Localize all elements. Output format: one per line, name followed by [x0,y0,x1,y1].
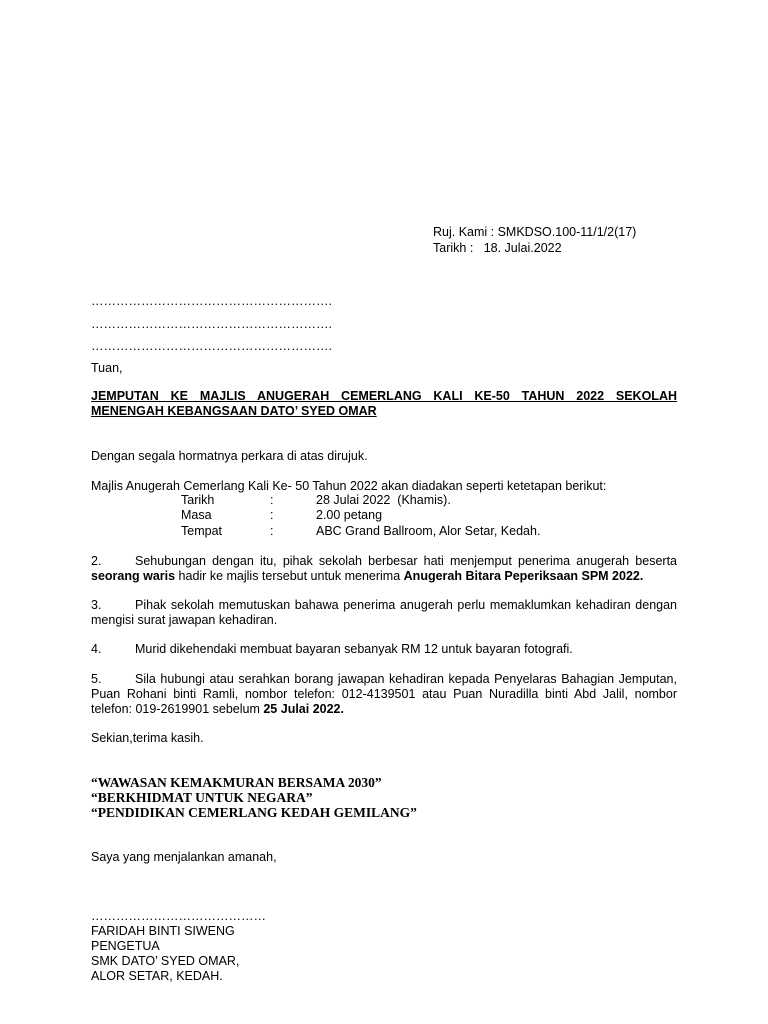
detail-value: 28 Julai 2022 (Khamis). [316,493,451,507]
paragraph-text [135,672,677,687]
address-line: …………………………………………………. [91,317,332,331]
detail-value: ABC Grand Ballroom, Alor Setar, Kedah. [316,524,541,538]
signature-line: …………………………………… [91,909,266,923]
signatory-location: ALOR SETAR, KEDAH. [91,969,223,983]
paragraph-text-part: Sila hubungi atau serahkan borang jawapan kehadiran kepada Penyelaras Bahagian Jemputan, [135,672,677,686]
paragraph-text [135,598,677,613]
paragraph-number: 2. [91,554,102,568]
paragraph-continuation [91,569,643,584]
bold-text: seorang waris [91,569,176,583]
detail-colon: : [270,493,274,507]
address-line: …………………………………………………. [91,294,332,308]
paragraph-number: 3. [91,598,102,612]
detail-label: Masa [181,508,212,522]
reference-number: Ruj. Kami : SMKDSO.100-11/1/2(17) [433,225,637,239]
detail-colon: : [270,524,274,538]
paragraph-number: 4. [91,642,102,656]
paragraph-text [135,554,677,569]
bold-text: 25 Julai 2022. [263,702,344,716]
paragraph-text-part: Pihak sekolah memutuskan bahawa penerima anugerah perlu memaklumkan kehadiran dengan [135,598,677,612]
motto-line: “WAWASAN KEMAKMURAN BERSAMA 2030” [91,775,382,790]
salutation: Tuan, [91,361,123,375]
motto-line: “PENDIDIKAN CEMERLANG KEDAH GEMILANG” [91,805,417,820]
bold-text: Anugerah Bitara Peperiksaan SPM 2022. [403,569,644,583]
opening-line: Dengan segala hormatnya perkara di atas dirujuk. [91,449,368,463]
motto-line: “BERKHIDMAT UNTUK NEGARA” [91,790,313,805]
paragraph-continuation [91,702,344,717]
paragraph-text-part: telefon: 019-2619901 sebelum [91,702,264,716]
signatory-name: FARIDAH BINTI SIWENG [91,924,235,938]
signatory-school: SMK DATO’ SYED OMAR, [91,954,240,968]
signatory-position: PENGETUA [91,939,160,953]
closing-line: Sekian,terima kasih. [91,731,204,745]
detail-colon: : [270,508,274,522]
letter-date: Tarikh : 18. Julai.2022 [433,241,562,255]
paragraph-text [91,687,677,702]
paragraph-text: Murid dikehendaki membuat bayaran sebanyak RM 12 untuk bayaran fotografi. [135,642,573,656]
letter-title: JEMPUTAN KE MAJLIS ANUGERAH CEMERLANG KALI KE-50 TAHUN 2022 SEKOLAH MENENGAH KEBANGSAAN DATO’ SYED OMAR [91,389,677,418]
paragraph-continuation: mengisi surat jawapan kehadiran. [91,613,278,627]
paragraph-text-part: Sehubungan dengan itu, pihak sekolah berbesar hati menjemput penerima anugerah beserta [135,554,677,568]
detail-value: 2.00 petang [316,508,383,522]
paragraph-text-part: hadir ke majlis tersebut untuk menerima [175,569,404,583]
paragraph-number: 5. [91,672,102,686]
detail-label: Tarikh [181,493,215,507]
intro-line: Majlis Anugerah Cemerlang Kali Ke- 50 Tahun 2022 akan diadakan seperti ketetapan berikut: [91,479,607,493]
paragraph-text-part: Puan Rohani binti Ramli, nombor telefon: 012-4139501 atau Puan Nuradilla binti Abd Jalil, nombor [91,687,677,701]
address-line: …………………………………………………. [91,339,332,353]
trust-line: Saya yang menjalankan amanah, [91,850,277,864]
detail-label: Tempat [181,524,222,538]
